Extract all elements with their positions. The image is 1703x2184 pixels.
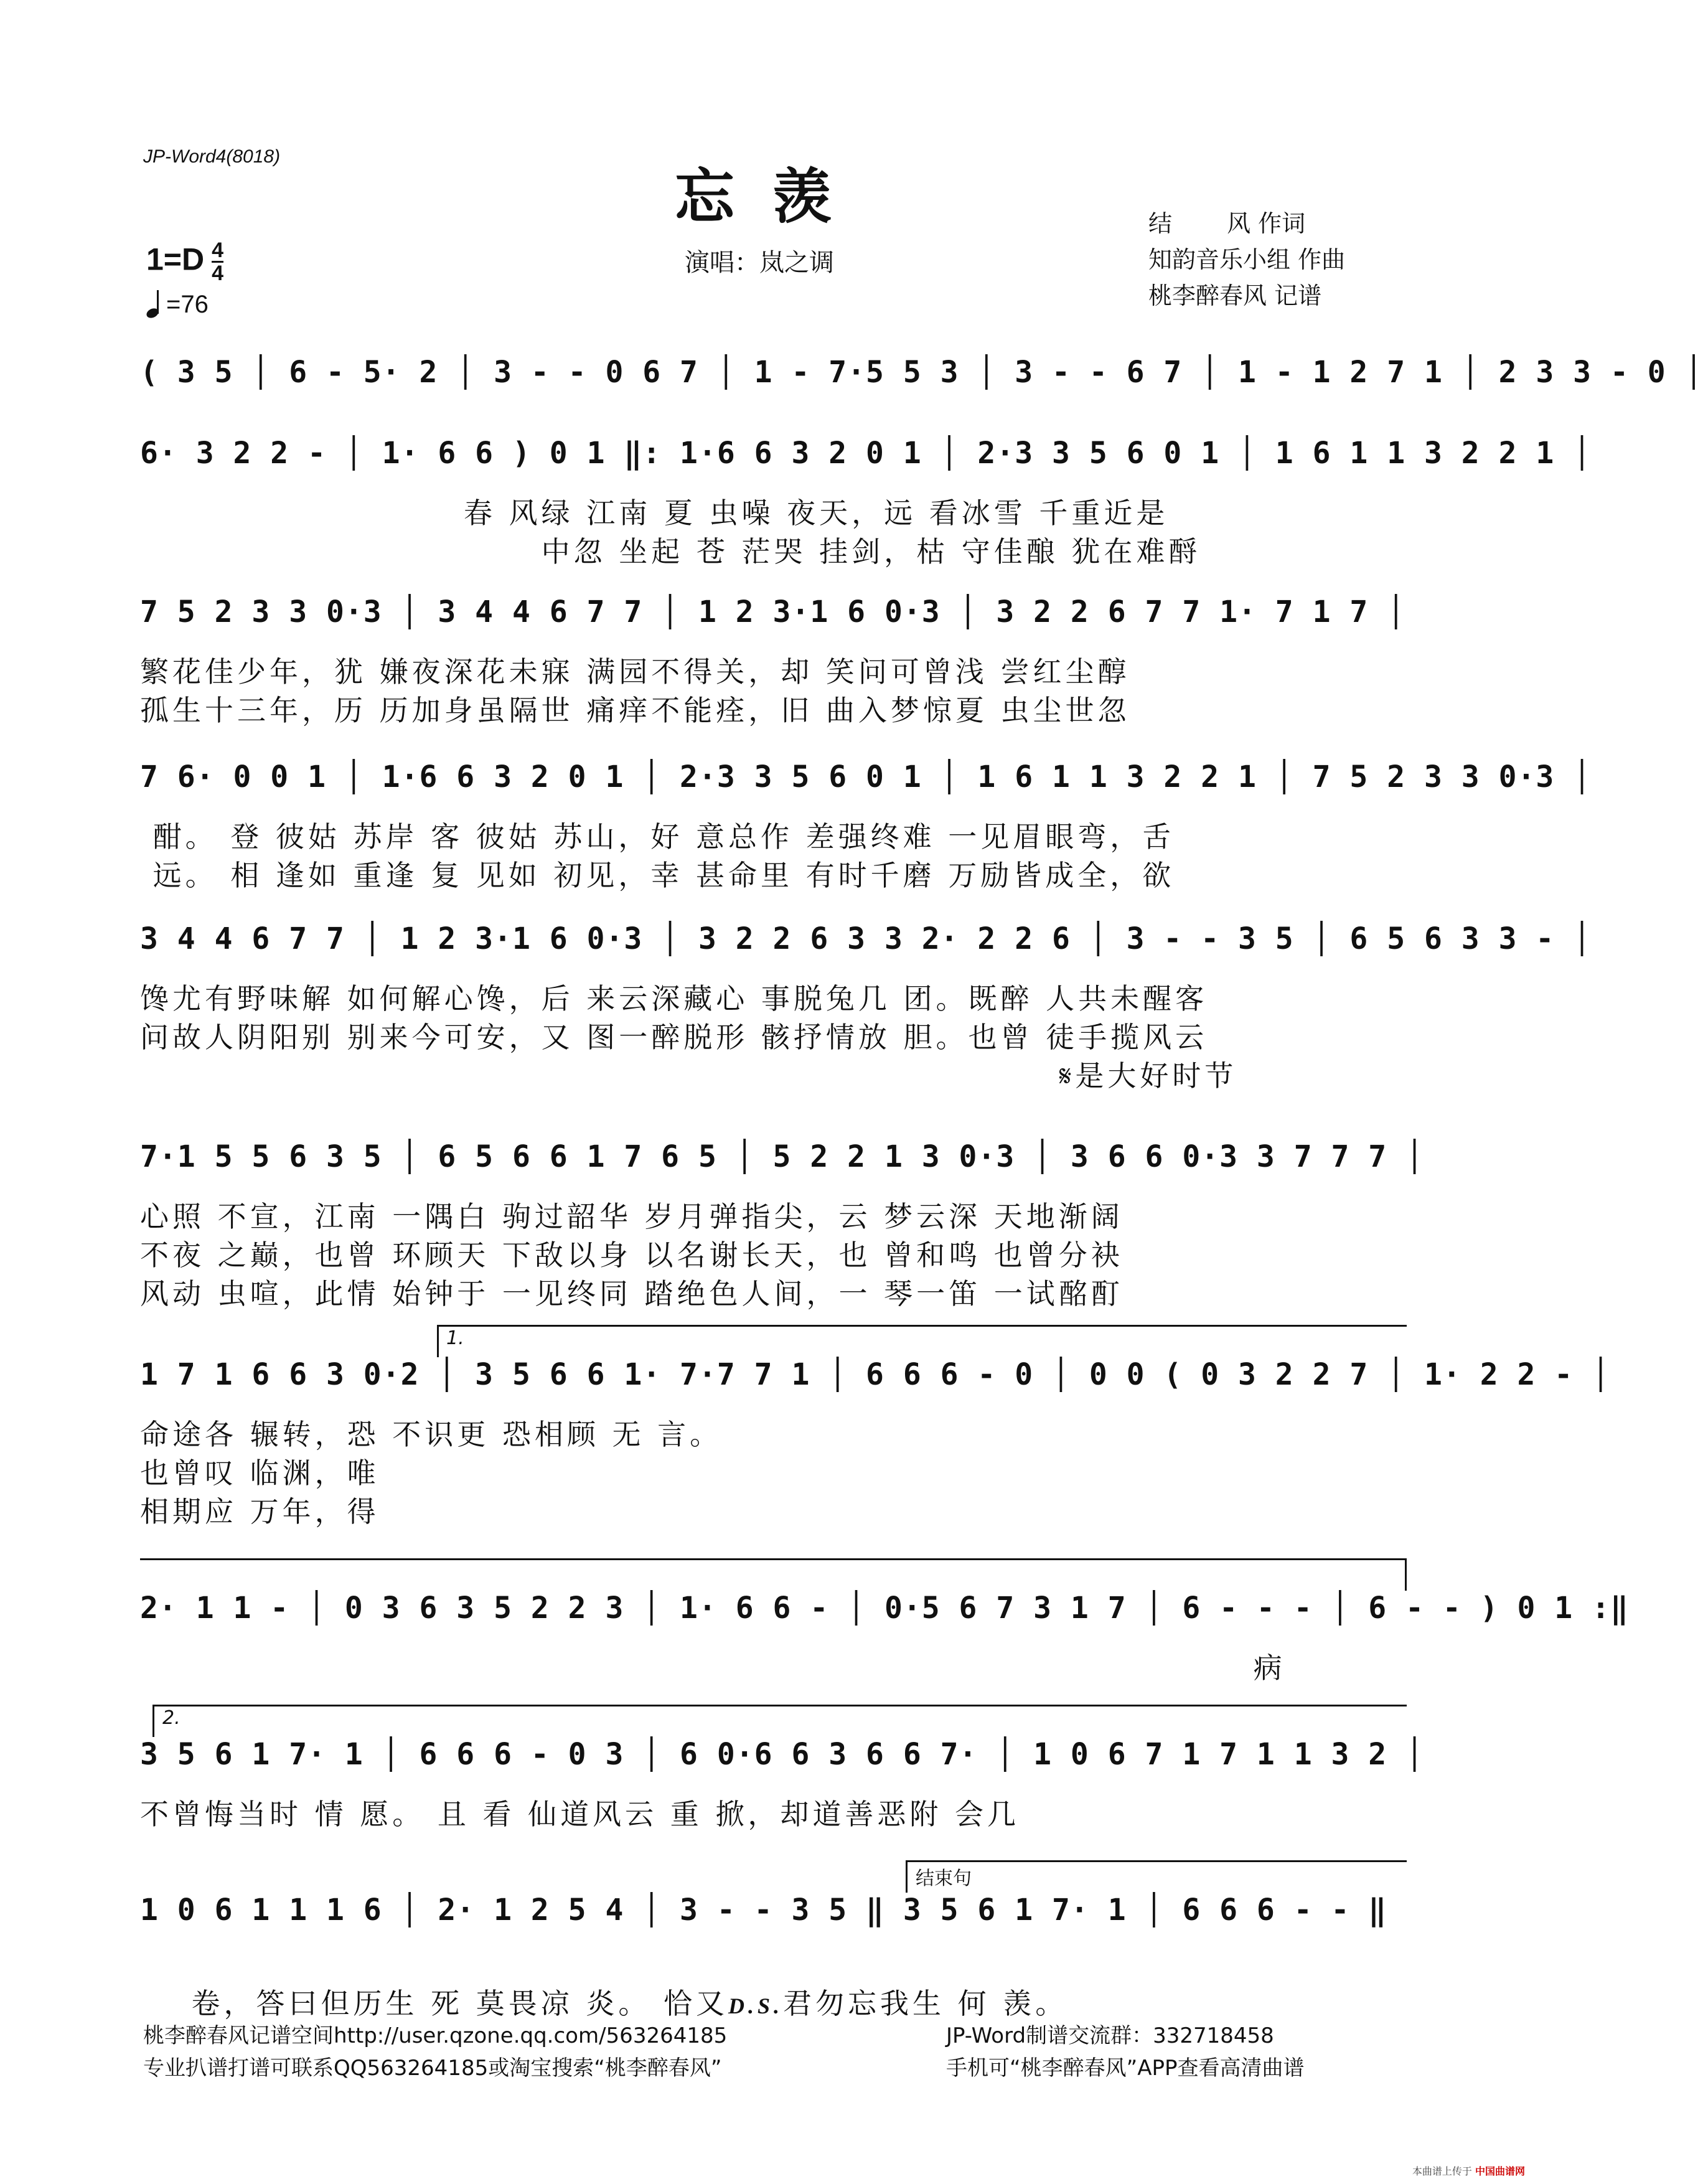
software-label: JP-Word4(8018) bbox=[143, 146, 281, 167]
notes-line: 7 6· 0 0 1 │ 1·6 6 3 2 0 1 │ 2·3 3 5 6 0 1 │ 1 6 1 1 3 2 2 1 │ 7 5 2 3 3 0·3 │ bbox=[140, 760, 1592, 794]
volta-1-bracket-continued bbox=[140, 1558, 1407, 1560]
time-top: 4 bbox=[212, 238, 224, 262]
coda-bracket-start bbox=[906, 1860, 908, 1893]
segno-lyric: 𝄋是大好时节 bbox=[140, 1059, 1237, 1093]
volta-2-label: 2. bbox=[162, 1707, 181, 1729]
key-text: 1=D bbox=[146, 242, 205, 277]
time-bottom: 4 bbox=[212, 261, 224, 285]
song-title: 忘羡 bbox=[675, 162, 869, 232]
coda-bracket bbox=[906, 1860, 1407, 1862]
volta-2-bracket bbox=[152, 1705, 1407, 1706]
notes-line: ( 3 5 │ 6 - 5· 2 │ 3 - - 0 6 7 │ 1 - 7·5 5 3 │ 3 - - 6 7 │ 1 - 1 2 7 1 │ 2 3 3 - 0 │ bbox=[140, 355, 1703, 390]
lyric-verse-2: 远。 相 逢如 重逢 复 见如 初见，幸 甚命里 有时千磨 万励皆成全，欲 bbox=[140, 859, 1175, 892]
lyric-verse-3: 相期应 万年，得 bbox=[140, 1495, 380, 1528]
tempo-value: =76 bbox=[166, 290, 209, 318]
lyric-verse-1: 春 风绿 江南 夏 虫噪 夜天，远 看冰雪 千重近是 bbox=[140, 496, 1169, 530]
stamp-site: 中国曲谱网 bbox=[1475, 2165, 1525, 2177]
coda-label: 结束句 bbox=[916, 1868, 972, 1890]
lyric-verse-1: 不曾悔当时 情 愿。 且 看 仙道风云 重 掀，却道善恶附 会几 bbox=[140, 1797, 1020, 1831]
lyric-verse-1: 命途各 辗转，恐 不识更 恐相顾 无 言。 bbox=[140, 1418, 723, 1451]
notes-line: 7 5 2 3 3 0·3 │ 3 4 4 6 7 7 │ 1 2 3·1 6 0·3 │ 3 2 2 6 7 7 1· 7 1 7 │ bbox=[140, 595, 1406, 629]
dal-segno-mark: D.S. bbox=[728, 1993, 784, 2018]
lyric-verse-2: 不夜 之巅，也曾 环顾天 下敌以身 以名谢长天，也 曾和鸣 也曾分袂 bbox=[140, 1238, 1124, 1272]
footer-right-1: JP-Word制谱交流群：332718458 bbox=[946, 2023, 1274, 2048]
lyric-verse-1: 繁花佳少年，犹 嫌夜深花未寐 满园不得关，却 笑问可曾浅 尝红尘醇 bbox=[140, 655, 1130, 689]
lyric-verse-2: 孤生十三年，历 历加身虽隔世 痛痒不能痊，旧 曲入梦惊夏 虫尘世忽 bbox=[140, 694, 1130, 727]
lyric-verse-1: 酣。 登 彼姑 苏岸 客 彼姑 苏山，好 意总作 差强终难 一见眉眼弯，舌 bbox=[140, 820, 1175, 854]
lyric-verse-1: 心照 不宣，江南 一隅白 驹过韶华 岁月弹指尖，云 梦云深 天地渐阔 bbox=[140, 1200, 1124, 1233]
lyric-verse-2: 中忽 坐起 苍 茫哭 挂剑，枯 守佳酿 犹在难酹 bbox=[140, 535, 1201, 568]
key-signature bbox=[146, 240, 223, 284]
notes-line: 1 0 6 1 1 1 6 │ 2· 1 2 5 4 │ 3 - - 3 5 ‖ 3 5 6 1 7· 1 │ 6 6 6 - - ‖ bbox=[140, 1893, 1387, 1927]
transcriber-credit: 桃李醉春风 记谱 bbox=[1148, 282, 1322, 309]
notes-line: 6· 3 2 2 - │ 1· 6 6 ) 0 1 ‖: 1·6 6 3 2 0 1 │ 2·3 3 5 6 0 1 │ 1 6 1 1 3 2 2 1 │ bbox=[140, 436, 1592, 471]
notes-line: 3 4 4 6 7 7 │ 1 2 3·1 6 0·3 │ 3 2 2 6 3 3 2· 2 2 6 │ 3 - - 3 5 │ 6 5 6 3 3 - │ bbox=[140, 921, 1592, 956]
notes-line: 2· 1 1 - │ 0 3 6 3 5 2 2 3 │ 1· 6 6 - │ 0·5 6 7 3 1 7 │ 6 - - - │ 6 - - ) 0 1 :‖ bbox=[140, 1591, 1629, 1626]
composer-credit: 知韵音乐小组 作曲 bbox=[1148, 246, 1346, 273]
lyric-verse-1: 病 bbox=[140, 1651, 1286, 1685]
lyric-verse-3: 风动 虫喧，此情 始钟于 一见终同 踏绝色人间，一 琴一笛 一试酩酊 bbox=[140, 1277, 1124, 1311]
lyric-verse-1: 卷，答曰但历生 死 莫畏凉 炎。 恰又 bbox=[191, 1987, 728, 2020]
lyricist-credit: 结 风 作词 bbox=[1148, 210, 1306, 237]
lyric-verse-2: 也曾叹 临渊，唯 bbox=[140, 1456, 380, 1490]
volta-2-start bbox=[152, 1705, 154, 1737]
volta-1-bracket bbox=[437, 1325, 1407, 1327]
credits-block bbox=[1148, 205, 1345, 314]
footer-left-2: 专业扒谱打谱可联系QQ563264185或淘宝搜索“桃李醉春风” bbox=[143, 2056, 722, 2081]
source-stamp bbox=[1412, 2163, 1525, 2178]
footer-left-1: 桃李醉春风记谱空间http://user.qzone.qq.com/563264185 bbox=[143, 2023, 728, 2048]
singer-credit: 演唱：岚之调 bbox=[685, 248, 834, 277]
stamp-text: 本曲谱上传于 bbox=[1412, 2165, 1472, 2177]
lyric-verse-1: 馋尤有野味解 如何解心馋，后 来云深藏心 事脱兔几 团。既醉 人共未醒客 bbox=[140, 982, 1208, 1015]
volta-1-start bbox=[437, 1325, 439, 1357]
volta-1-label: 1. bbox=[446, 1327, 464, 1349]
notes-line: 1 7 1 6 6 3 0·2 │ 3 5 6 6 1· 7·7 7 1 │ 6 6 6 - 0 │ 0 0 ( 0 3 2 2 7 │ 1· 2 2 - │ bbox=[140, 1357, 1610, 1392]
lyric-coda: 君勿忘我生 何 羡。 bbox=[783, 1987, 1068, 2020]
notes-line: 7·1 5 5 6 3 5 │ 6 5 6 6 1 7 6 5 │ 5 2 2 1 3 0·3 │ 3 6 6 0·3 3 7 7 7 │ bbox=[140, 1139, 1424, 1174]
quarter-note-icon bbox=[146, 290, 162, 319]
notes-line: 3 5 6 1 7· 1 │ 6 6 6 - 0 3 │ 6 0·6 6 3 6 6 7· │ 1 0 6 7 1 7 1 1 3 2 │ bbox=[140, 1737, 1424, 1772]
time-signature bbox=[212, 240, 223, 284]
volta-1-end bbox=[1405, 1558, 1407, 1591]
footer-right-2: 手机可“桃李醉春风”APP查看高清曲谱 bbox=[946, 2056, 1305, 2081]
tempo-mark bbox=[146, 290, 209, 319]
lyric-verse-2: 问故人阴阳别 别来今可安，又 图一醉脱形 骸抒情放 胆。也曾 徒手揽风云 bbox=[140, 1020, 1208, 1054]
